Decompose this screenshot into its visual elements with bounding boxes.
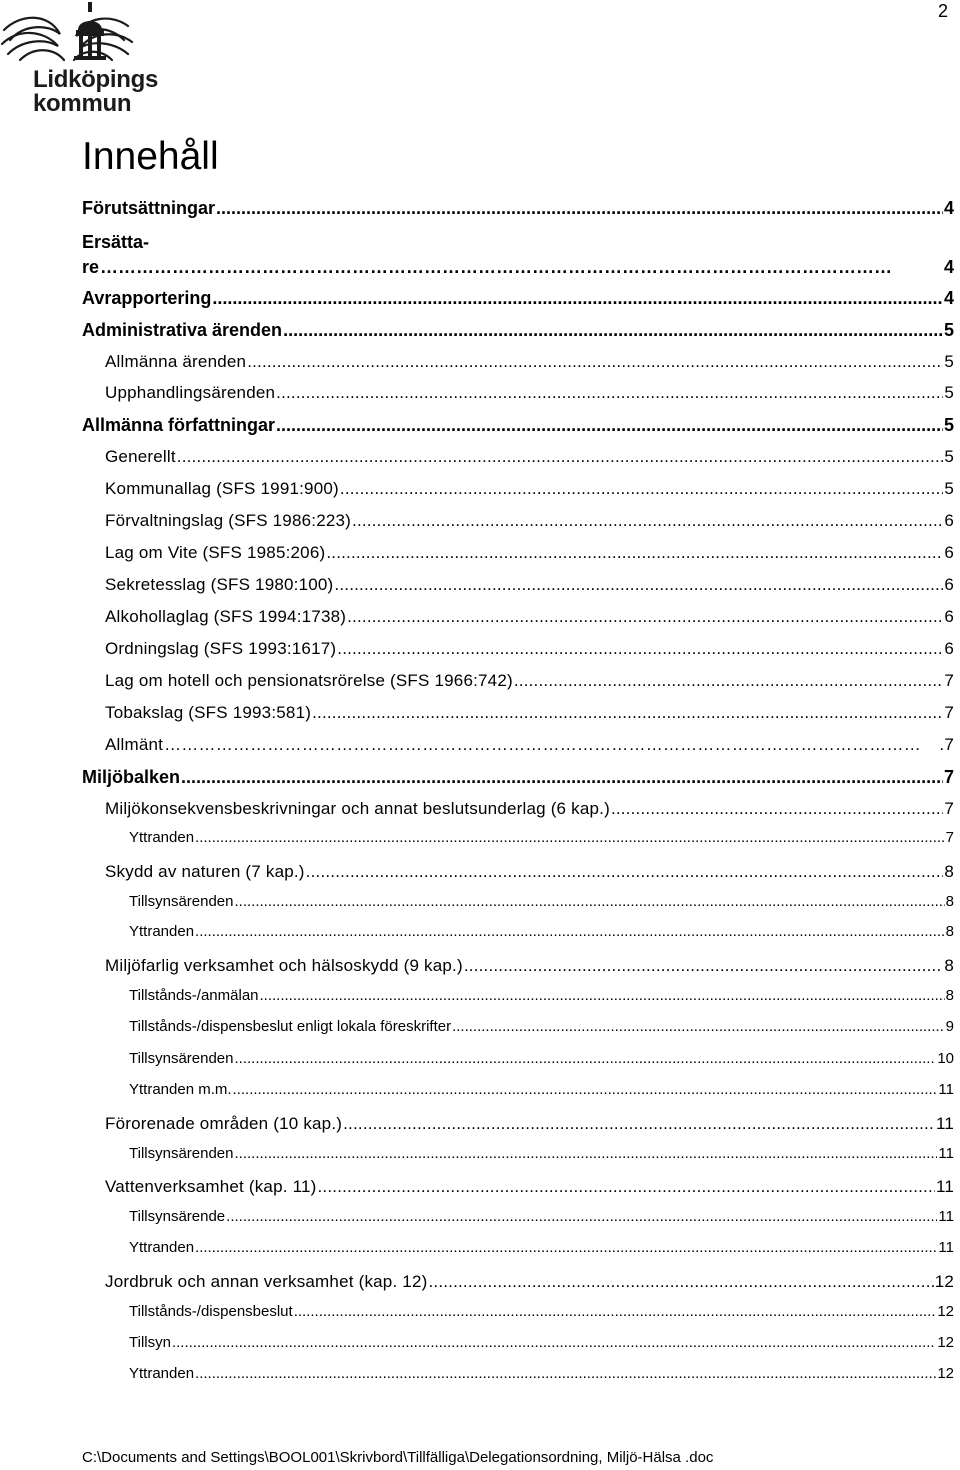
toc-entry[interactable]: [129, 1364, 954, 1384]
toc-dot-leader: [283, 318, 943, 342]
toc-entry-label: Administrativa ärenden: [82, 320, 283, 340]
toc-dot-leader: [318, 1175, 935, 1199]
toc-entry-page: 12: [937, 1334, 954, 1351]
toc-entry-page: 10: [937, 1050, 954, 1067]
toc-entry[interactable]: [129, 1207, 954, 1227]
toc-entry-label: Tillsyn: [129, 1334, 171, 1351]
toc-dot-leader: [164, 733, 938, 757]
toc-dot-leader: [276, 381, 943, 405]
toc-entry[interactable]: [129, 1302, 954, 1322]
toc-dot-leader: [337, 637, 943, 661]
toc-entry-label: Kommunallag (SFS 1991:900): [105, 479, 339, 498]
toc-entry-page: 4: [943, 198, 954, 218]
toc-entry-page: 8: [944, 862, 954, 881]
toc-dot-leader: [340, 477, 943, 501]
toc-entry-label: Avrapportering: [82, 288, 212, 308]
toc-entry-label: Vattenverksamhet (kap. 11): [105, 1177, 317, 1196]
toc-entry-page: 9: [945, 1018, 954, 1035]
toc-dot-leader: [100, 255, 943, 279]
toc-entry-label: Miljökonsekvensbeskrivningar och annat beslutsunderlag (6 kap.): [105, 799, 610, 818]
toc-dot-leader: [326, 541, 943, 565]
toc-dot-leader: [235, 1144, 938, 1164]
toc-entry-label: Jordbruk och annan verksamhet (kap. 12): [105, 1272, 428, 1291]
toc-entry[interactable]: [129, 892, 954, 912]
toc-entry[interactable]: [105, 733, 954, 757]
toc-entry[interactable]: [129, 1049, 954, 1069]
toc-entry-label: Upphandlingsärenden: [105, 383, 276, 402]
toc-entry-page: 6: [944, 575, 954, 594]
toc-entry-page: 8: [945, 923, 954, 940]
toc-dot-leader: [334, 573, 943, 597]
toc-entry[interactable]: [129, 986, 954, 1006]
toc-entry-page: 7: [944, 671, 954, 690]
toc-entry-label: Tillsynsärenden: [129, 893, 234, 910]
toc-entry[interactable]: [82, 196, 954, 220]
toc-dot-leader: [195, 922, 945, 942]
toc-entry-page: 11: [938, 1145, 954, 1162]
toc-entry-page: 8: [945, 987, 954, 1004]
page-title: Innehåll: [82, 135, 219, 178]
toc-entry-page: 4: [943, 288, 954, 308]
toc-dot-leader: [181, 765, 943, 789]
toc-entry[interactable]: [82, 230, 954, 254]
toc-entry-page: 11: [938, 1081, 954, 1098]
toc-dot-leader: [195, 1238, 937, 1258]
toc-entry-label: Ordningslag (SFS 1993:1617): [105, 639, 337, 658]
toc-dot-leader: [452, 1017, 945, 1037]
toc-entry-label: Tobakslag (SFS 1993:581): [105, 703, 312, 722]
toc-dot-leader: [226, 1207, 937, 1227]
toc-entry[interactable]: [82, 286, 954, 310]
toc-dot-leader: [514, 669, 943, 693]
toc-entry-label: Allmänna ärenden: [105, 352, 247, 371]
toc-entry-label: Tillsynsärenden: [129, 1145, 234, 1162]
toc-entry[interactable]: [105, 669, 954, 693]
toc-entry[interactable]: [129, 1017, 954, 1037]
toc-entry-page: 5: [944, 447, 954, 466]
toc-entry-page: 11: [938, 1239, 954, 1256]
toc-entry-label: Skydd av naturen (7 kap.): [105, 862, 305, 881]
toc-dot-leader: [195, 1364, 936, 1384]
toc-entry-page: 12: [934, 1272, 954, 1291]
toc-entry-page: 11: [938, 1208, 954, 1225]
toc-dot-leader: [247, 350, 943, 374]
toc-entry[interactable]: [105, 509, 954, 533]
toc-entry-label: Yttranden: [129, 923, 195, 940]
toc-entry-label: Alkohollaglag (SFS 1994:1738): [105, 607, 347, 626]
toc-entry-page: 6: [944, 607, 954, 626]
toc-entry[interactable]: [105, 637, 954, 661]
toc-entry-page: 6: [944, 543, 954, 562]
toc-dot-leader: [233, 1080, 938, 1100]
toc-dot-leader: [276, 413, 943, 437]
toc-entry-label: Yttranden: [129, 829, 195, 846]
toc-entry-page: 6: [944, 511, 954, 530]
toc-entry-label: Miljöfarlig verksamhet och hälsoskydd (9 kap.): [105, 956, 463, 975]
toc-entry-label: Tillstånds-/dispensbeslut: [129, 1303, 293, 1320]
toc-dot-leader: [235, 1049, 937, 1069]
toc-dot-leader: [172, 1333, 936, 1353]
toc-dot-leader: [352, 509, 943, 533]
toc-entry-page: 7: [944, 703, 954, 722]
toc-dot-leader: [428, 1270, 933, 1294]
toc-entry-page: 11: [935, 1177, 954, 1196]
toc-dot-leader: [464, 954, 944, 978]
toc-entry-label: Yttranden: [129, 1365, 195, 1382]
toc-entry[interactable]: [105, 954, 954, 978]
toc-entry-label: Förvaltningslag (SFS 1986:223): [105, 511, 352, 530]
toc-entry-label: Generellt: [105, 447, 176, 466]
toc-entry-page: 5: [943, 320, 954, 340]
toc-dot-leader: [294, 1302, 937, 1322]
toc-entry-label: re: [82, 257, 100, 277]
toc-entry-page: 11: [935, 1114, 954, 1133]
toc-dot-leader: [235, 892, 945, 912]
toc-entry[interactable]: [82, 255, 954, 279]
toc-entry-page: 12: [937, 1365, 954, 1382]
toc-entry-page: 5: [944, 383, 954, 402]
toc-dot-leader: [177, 445, 944, 469]
toc-entry-page: 5: [944, 352, 954, 371]
toc-entry[interactable]: [105, 1270, 954, 1294]
toc-entry-label: Miljöbalken: [82, 767, 181, 787]
toc-entry-page: 12: [937, 1303, 954, 1320]
toc-entry[interactable]: [105, 605, 954, 629]
toc-dot-leader: [312, 701, 943, 725]
toc-entry-page: 7: [943, 767, 954, 787]
toc-entry[interactable]: [129, 828, 954, 848]
toc-entry-page: 5: [943, 415, 954, 435]
toc-dot-leader: [260, 986, 945, 1006]
toc-entry-label: Tillsynsärende: [129, 1208, 226, 1225]
toc-entry-label: Tillstånds-/anmälan: [129, 987, 259, 1004]
toc-dot-leader: [195, 828, 945, 848]
toc-entry[interactable]: [105, 381, 954, 405]
toc-entry[interactable]: [105, 541, 954, 565]
toc-entry-label: Yttranden: [129, 1239, 195, 1256]
toc-entry[interactable]: [129, 1333, 954, 1353]
toc-entry-page: 7: [944, 799, 954, 818]
toc-entry-page: 6: [944, 639, 954, 658]
toc-entry[interactable]: [129, 1238, 954, 1258]
toc-entry-label: Sekretesslag (SFS 1980:100): [105, 575, 334, 594]
toc-entry[interactable]: [82, 765, 954, 789]
toc-entry-page: 5: [944, 479, 954, 498]
toc-entry[interactable]: [129, 1080, 954, 1100]
toc-dot-leader: [306, 860, 944, 884]
toc-entry-label: Tillsynsärenden: [129, 1050, 234, 1067]
toc-entry-label: Ersätta-: [82, 232, 150, 252]
toc-entry[interactable]: [105, 573, 954, 597]
toc-dot-leader: [212, 286, 943, 310]
toc-dot-leader: [216, 196, 943, 220]
page-number: 2: [938, 1, 949, 21]
logo-text-lidkopings: Lidköpings: [33, 66, 158, 93]
toc-entry[interactable]: [82, 413, 954, 437]
toc-entry-page: 8: [944, 956, 954, 975]
toc-entry-label: Lag om hotell och pensionatsrörelse (SFS 1966:742): [105, 671, 513, 690]
toc-entry[interactable]: [105, 860, 954, 884]
toc-entry[interactable]: [105, 701, 954, 725]
document-path-footer: C:\Documents and Settings\BOOL001\Skrivbord\Tillfälliga\Delegationsordning, Miljö-Hälsa .doc: [82, 1449, 714, 1466]
toc-entry[interactable]: [105, 477, 954, 501]
toc-dot-leader: [347, 605, 943, 629]
toc-entry[interactable]: [105, 1112, 954, 1136]
toc-entry-label: Förutsättningar: [82, 198, 215, 218]
logo-text-kommun: kommun: [33, 90, 132, 117]
toc-entry[interactable]: [129, 922, 954, 942]
toc-entry-page: 7: [945, 829, 954, 846]
toc-entry[interactable]: [82, 318, 954, 342]
toc-entry-page: .7: [939, 735, 954, 754]
toc-entry-label: Allmänt: [105, 735, 164, 754]
toc-entry[interactable]: [105, 350, 954, 374]
toc-entry[interactable]: [105, 797, 954, 821]
toc-dot-leader: [611, 797, 943, 821]
toc-entry-label: Lag om Vite (SFS 1985:206): [105, 543, 326, 562]
toc-entry-label: Tillstånds-/dispensbeslut enligt lokala föreskrifter: [129, 1018, 452, 1035]
toc-entry-page: 4: [943, 257, 954, 277]
toc-entry-label: Allmänna författningar: [82, 415, 276, 435]
toc-entry-page: 8: [945, 893, 954, 910]
toc-entry-label: Förorenade områden (10 kap.): [105, 1114, 343, 1133]
toc-entry[interactable]: [105, 445, 954, 469]
toc-entry[interactable]: [105, 1175, 954, 1199]
toc-entry-label: Yttranden m.m.: [129, 1081, 232, 1098]
toc-dot-leader: [343, 1112, 935, 1136]
toc-entry[interactable]: [129, 1144, 954, 1164]
